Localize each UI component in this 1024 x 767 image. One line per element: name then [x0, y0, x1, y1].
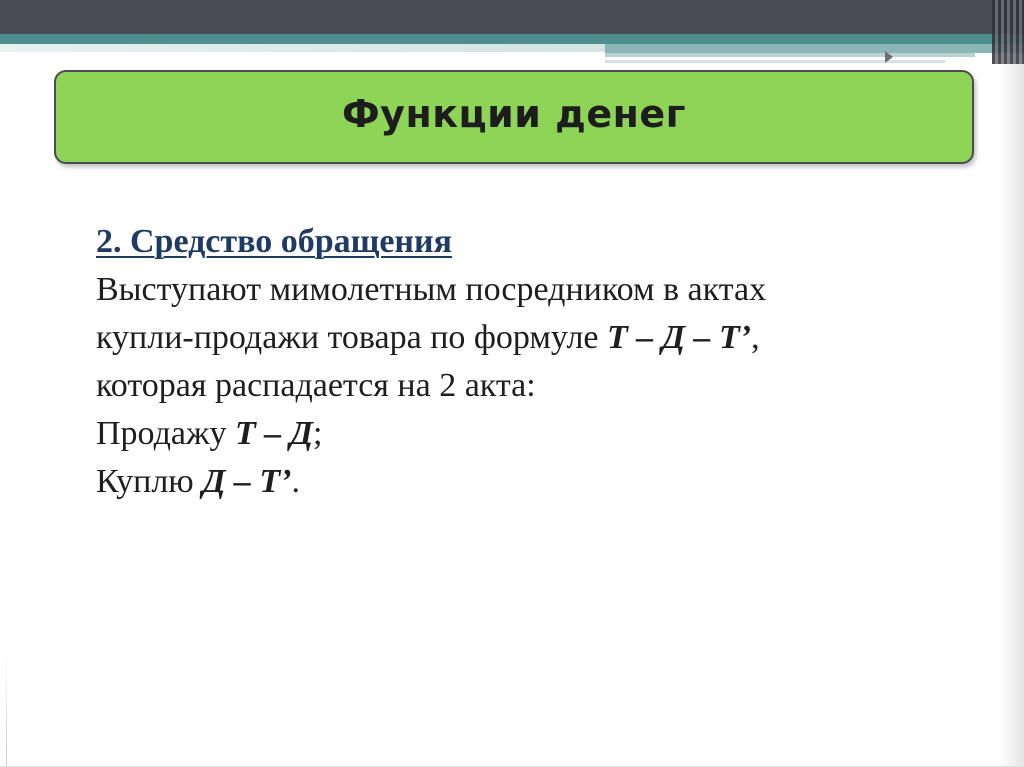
top-dark-bar — [0, 0, 1024, 34]
body-line-4 — [96, 410, 936, 458]
body-line-2 — [96, 314, 936, 362]
top-teal-accent-bar — [605, 44, 1024, 53]
punctuation: . — [291, 463, 301, 500]
heading-line — [96, 218, 936, 266]
body-text: Продажу — [96, 415, 235, 452]
body-text: которая распадается на 2 акта: — [96, 367, 536, 404]
formula-purchase: Д – Т’ — [202, 463, 292, 500]
right-edge-shadow — [1000, 64, 1024, 767]
play-arrow-icon — [885, 51, 893, 63]
slide-content — [96, 218, 936, 506]
section-heading: 2. Средство обращения — [96, 223, 453, 260]
title-box — [54, 70, 974, 164]
formula-sale: Т – Д — [234, 415, 313, 452]
body-line-3 — [96, 362, 936, 410]
body-text: купли-продажи товара по формуле — [96, 319, 607, 356]
top-thin-line-2 — [605, 60, 945, 63]
body-line-1 — [96, 266, 936, 314]
top-thin-line — [605, 53, 975, 57]
body-text: Куплю — [96, 463, 203, 500]
left-edge-line — [6, 650, 7, 767]
body-line-5 — [96, 458, 936, 506]
slide-title: Функции денег — [342, 92, 686, 136]
formula-full: Т – Д – Т’ — [607, 319, 752, 356]
punctuation: ; — [312, 415, 323, 452]
punctuation: , — [751, 319, 760, 356]
corner-stripes — [992, 0, 1024, 64]
top-teal-bar — [0, 34, 1024, 44]
body-text: Выступают мимолетным посредником в актах — [96, 271, 767, 308]
top-light-bar — [0, 44, 620, 52]
